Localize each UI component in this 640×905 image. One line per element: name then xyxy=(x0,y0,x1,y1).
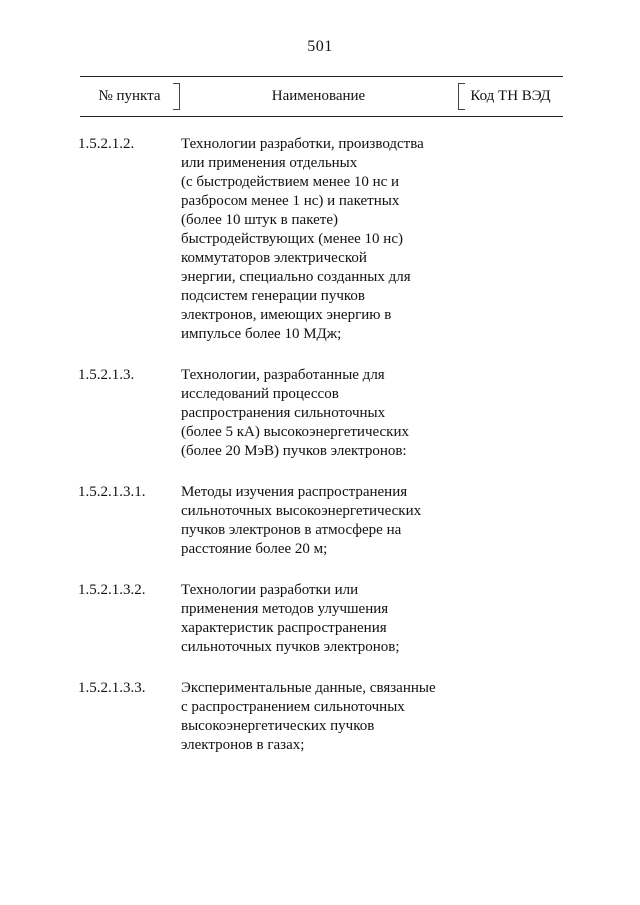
table-row xyxy=(78,135,478,344)
divider-tick xyxy=(459,83,465,84)
item-name: Технологии разработки или применения методов улучшения характеристик распространения сильноточных пучков электронов; xyxy=(181,582,400,655)
item-number: 1.5.2.1.3.2. xyxy=(78,582,146,598)
table-row xyxy=(78,483,478,559)
item-name: Методы изучения распространения сильноточных высокоэнергетических пучков электронов в атмосфере на расстояние более 20 м; xyxy=(181,484,422,557)
divider-tick xyxy=(173,83,179,84)
header-item-number: № пункта xyxy=(98,88,161,104)
item-number: 1.5.2.1.3. xyxy=(78,367,135,383)
divider-tick xyxy=(459,109,465,110)
table-header xyxy=(80,76,563,117)
table-row xyxy=(78,581,478,657)
table-row xyxy=(78,679,478,755)
item-number: 1.5.2.1.2. xyxy=(78,136,135,152)
header-name: Наименование xyxy=(271,88,366,104)
item-name: Экспериментальные данные, связанные с распространением сильноточных высокоэнергетических пучков электронов в газах; xyxy=(181,680,436,753)
item-number: 1.5.2.1.3.3. xyxy=(78,680,146,696)
item-number: 1.5.2.1.3.1. xyxy=(78,484,146,500)
table-body xyxy=(78,135,478,777)
item-name: Технологии разработки, производства или применения отдельных (с быстродействием менее 10 нс и разбросом менее 1 нс) и пакетных (более 10 штук в пакете) быстродействующих (менее 10 нс) коммутаторов электрической энергии, специально созданных для подсистем генерации пучков электронов, имеющих энергию в импульсе более 10 МДж; xyxy=(181,136,424,342)
divider-tick xyxy=(173,109,179,110)
table-row xyxy=(78,366,478,461)
item-name: Технологии, разработанные для исследований процессов распространения сильноточных (более 5 кА) высокоэнергетических (более 20 МэВ) пучков электронов: xyxy=(181,367,409,459)
page-number: 501 xyxy=(307,38,333,55)
header-code: Код ТН ВЭД xyxy=(470,88,551,104)
column-divider xyxy=(179,83,180,110)
column-divider xyxy=(458,83,459,110)
